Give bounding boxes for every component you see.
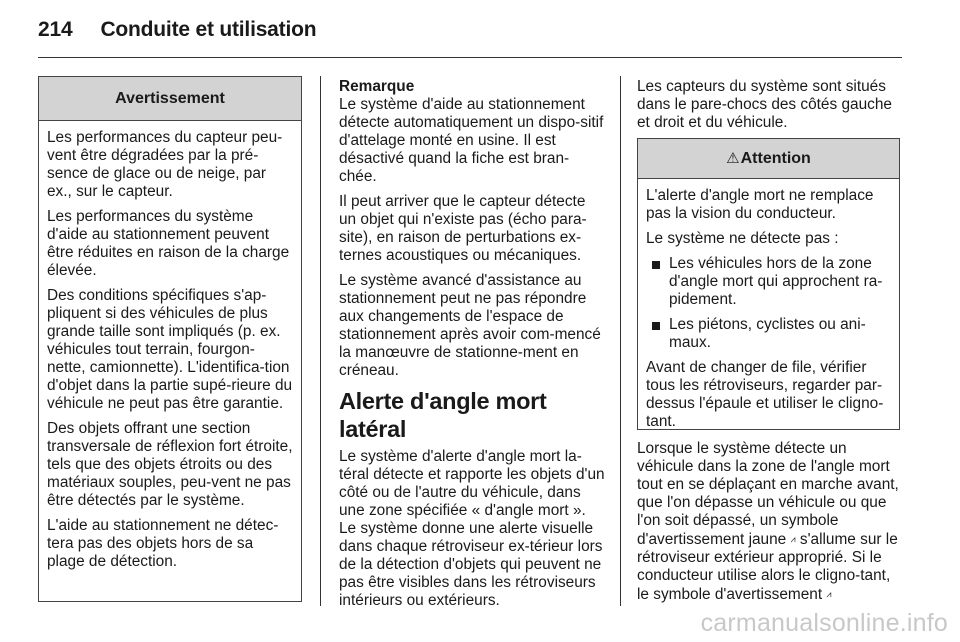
watermark: carmanualsonline.info: [700, 609, 948, 637]
remark-paragraph: Le système d'aide au stationnement détecte automatiquement un dispo-sitif d'attelage monté en usine. Il est désactivé quand la fiche est bran-chée.: [339, 96, 604, 185]
header-rule: [38, 57, 902, 58]
blind-spot-mirror-icon: ⩘: [790, 534, 796, 544]
attention-box-title: Attention: [740, 150, 811, 167]
bullet-item: [646, 316, 891, 352]
detection-text-part: s'allume sur le rétroviseur extérieur approprié. Si le conducteur utilise alors le cligno-tant, le symbole d'avertissement: [637, 531, 898, 603]
remark-paragraph: Il peut arriver que le capteur détecte un objet qui n'existe pas (écho para-site), en raison de perturbations ex-ternes acoustiques ou mécaniques.: [339, 193, 587, 264]
bullet-item: [646, 255, 891, 309]
warning-paragraph: Les performances du système d'aide au stationnement peuvent être réduites en raison de la charge élevée.: [47, 208, 290, 279]
section-heading: Alerte d'angle mort latéral: [339, 388, 547, 442]
detection-paragraph: [637, 440, 903, 604]
page-title: Conduite et utilisation: [100, 18, 317, 41]
column-right: [637, 78, 903, 139]
bullet-square-icon: [652, 261, 660, 269]
bullet-square-icon: [652, 322, 660, 330]
warning-paragraph: Les performances du capteur peu-vent être dégradées par la pré-sence de glace ou de neige, par ex., sur le capteur.: [47, 129, 283, 200]
attention-box-body: [638, 179, 899, 431]
warning-box-title: Avertissement: [39, 77, 301, 121]
attention-box: [637, 138, 900, 430]
page-number: 214: [38, 18, 73, 41]
blind-spot-mirror-icon: ⩘: [826, 589, 832, 599]
column-middle: [339, 78, 605, 617]
warning-box: [38, 76, 302, 602]
detection-text-part: Lorsque le système détecte un véhicule dans la zone de l'angle mort tout en se déplaçant en marche avant, que l'on dépasse un véhicule ou que l'on soit dépassé, un symbole d'avertissement jaune: [637, 440, 899, 548]
column-separator-1: [320, 76, 321, 606]
attention-paragraph: Avant de changer de file, vérifier tous les rétroviseurs, regarder par-dessus l'épaule et utiliser le cligno-tant.: [646, 359, 884, 430]
warning-box-body: [39, 121, 301, 571]
warning-paragraph: L'aide au stationnement ne détec-tera pas des objets hors de sa plage de détection.: [47, 517, 279, 570]
warning-paragraph: Des objets offrant une section transversale de réflexion fort étroite, tels que des objets étroits ou des matériaux souples, peu-vent ne pas être détectés par le système.: [47, 420, 293, 509]
sensor-location-paragraph: Les capteurs du système sont situés dans le pare-chocs des côtés gauche et droit et du véhicule.: [637, 78, 892, 131]
warning-paragraph: Des conditions spécifiques s'ap-pliquent si des véhicules de plus grande taille sont impliqués (p. ex. véhicules tout terrain, fourgon-nette, camionnette). L'identifica-tion d'objet dans la partie supé-rieure du véhicule ne peut pas être garantie.: [47, 287, 293, 412]
page-header: [38, 18, 316, 42]
column-separator-2: [620, 76, 621, 606]
attention-paragraph: L'alerte d'angle mort ne remplace pas la vision du conducteur.: [646, 187, 874, 222]
section-paragraph: Le système d'alerte d'angle mort la-téral détecte et rapporte les objets d'un côté ou de l'autre du véhicule, dans une zone spécifiée « d'angle mort ». Le système donne une alerte visuelle dans chaque rétroviseur ex-térieur lors de la détection d'objets qui peuvent ne pas être visibles dans les rétroviseurs intérieurs ou extérieurs.: [339, 448, 605, 609]
warning-triangle-icon: ⚠: [726, 150, 740, 167]
remark-paragraph: Le système avancé d'assistance au stationnement peut ne pas répondre aux changements de l'espace de stationnement après avoir com-mencé la manœuvre de stationne-ment en créneau.: [339, 272, 601, 379]
bullet-text: Les piétons, cyclistes ou ani-maux.: [669, 316, 866, 351]
attention-paragraph: Le système ne détecte pas :: [646, 230, 839, 247]
column-right-lower: [637, 440, 903, 611]
attention-box-header: [638, 139, 899, 179]
remark-title: Remarque: [339, 78, 415, 95]
bullet-text: Les véhicules hors de la zone d'angle mort qui approchent ra-pidement.: [669, 255, 883, 308]
